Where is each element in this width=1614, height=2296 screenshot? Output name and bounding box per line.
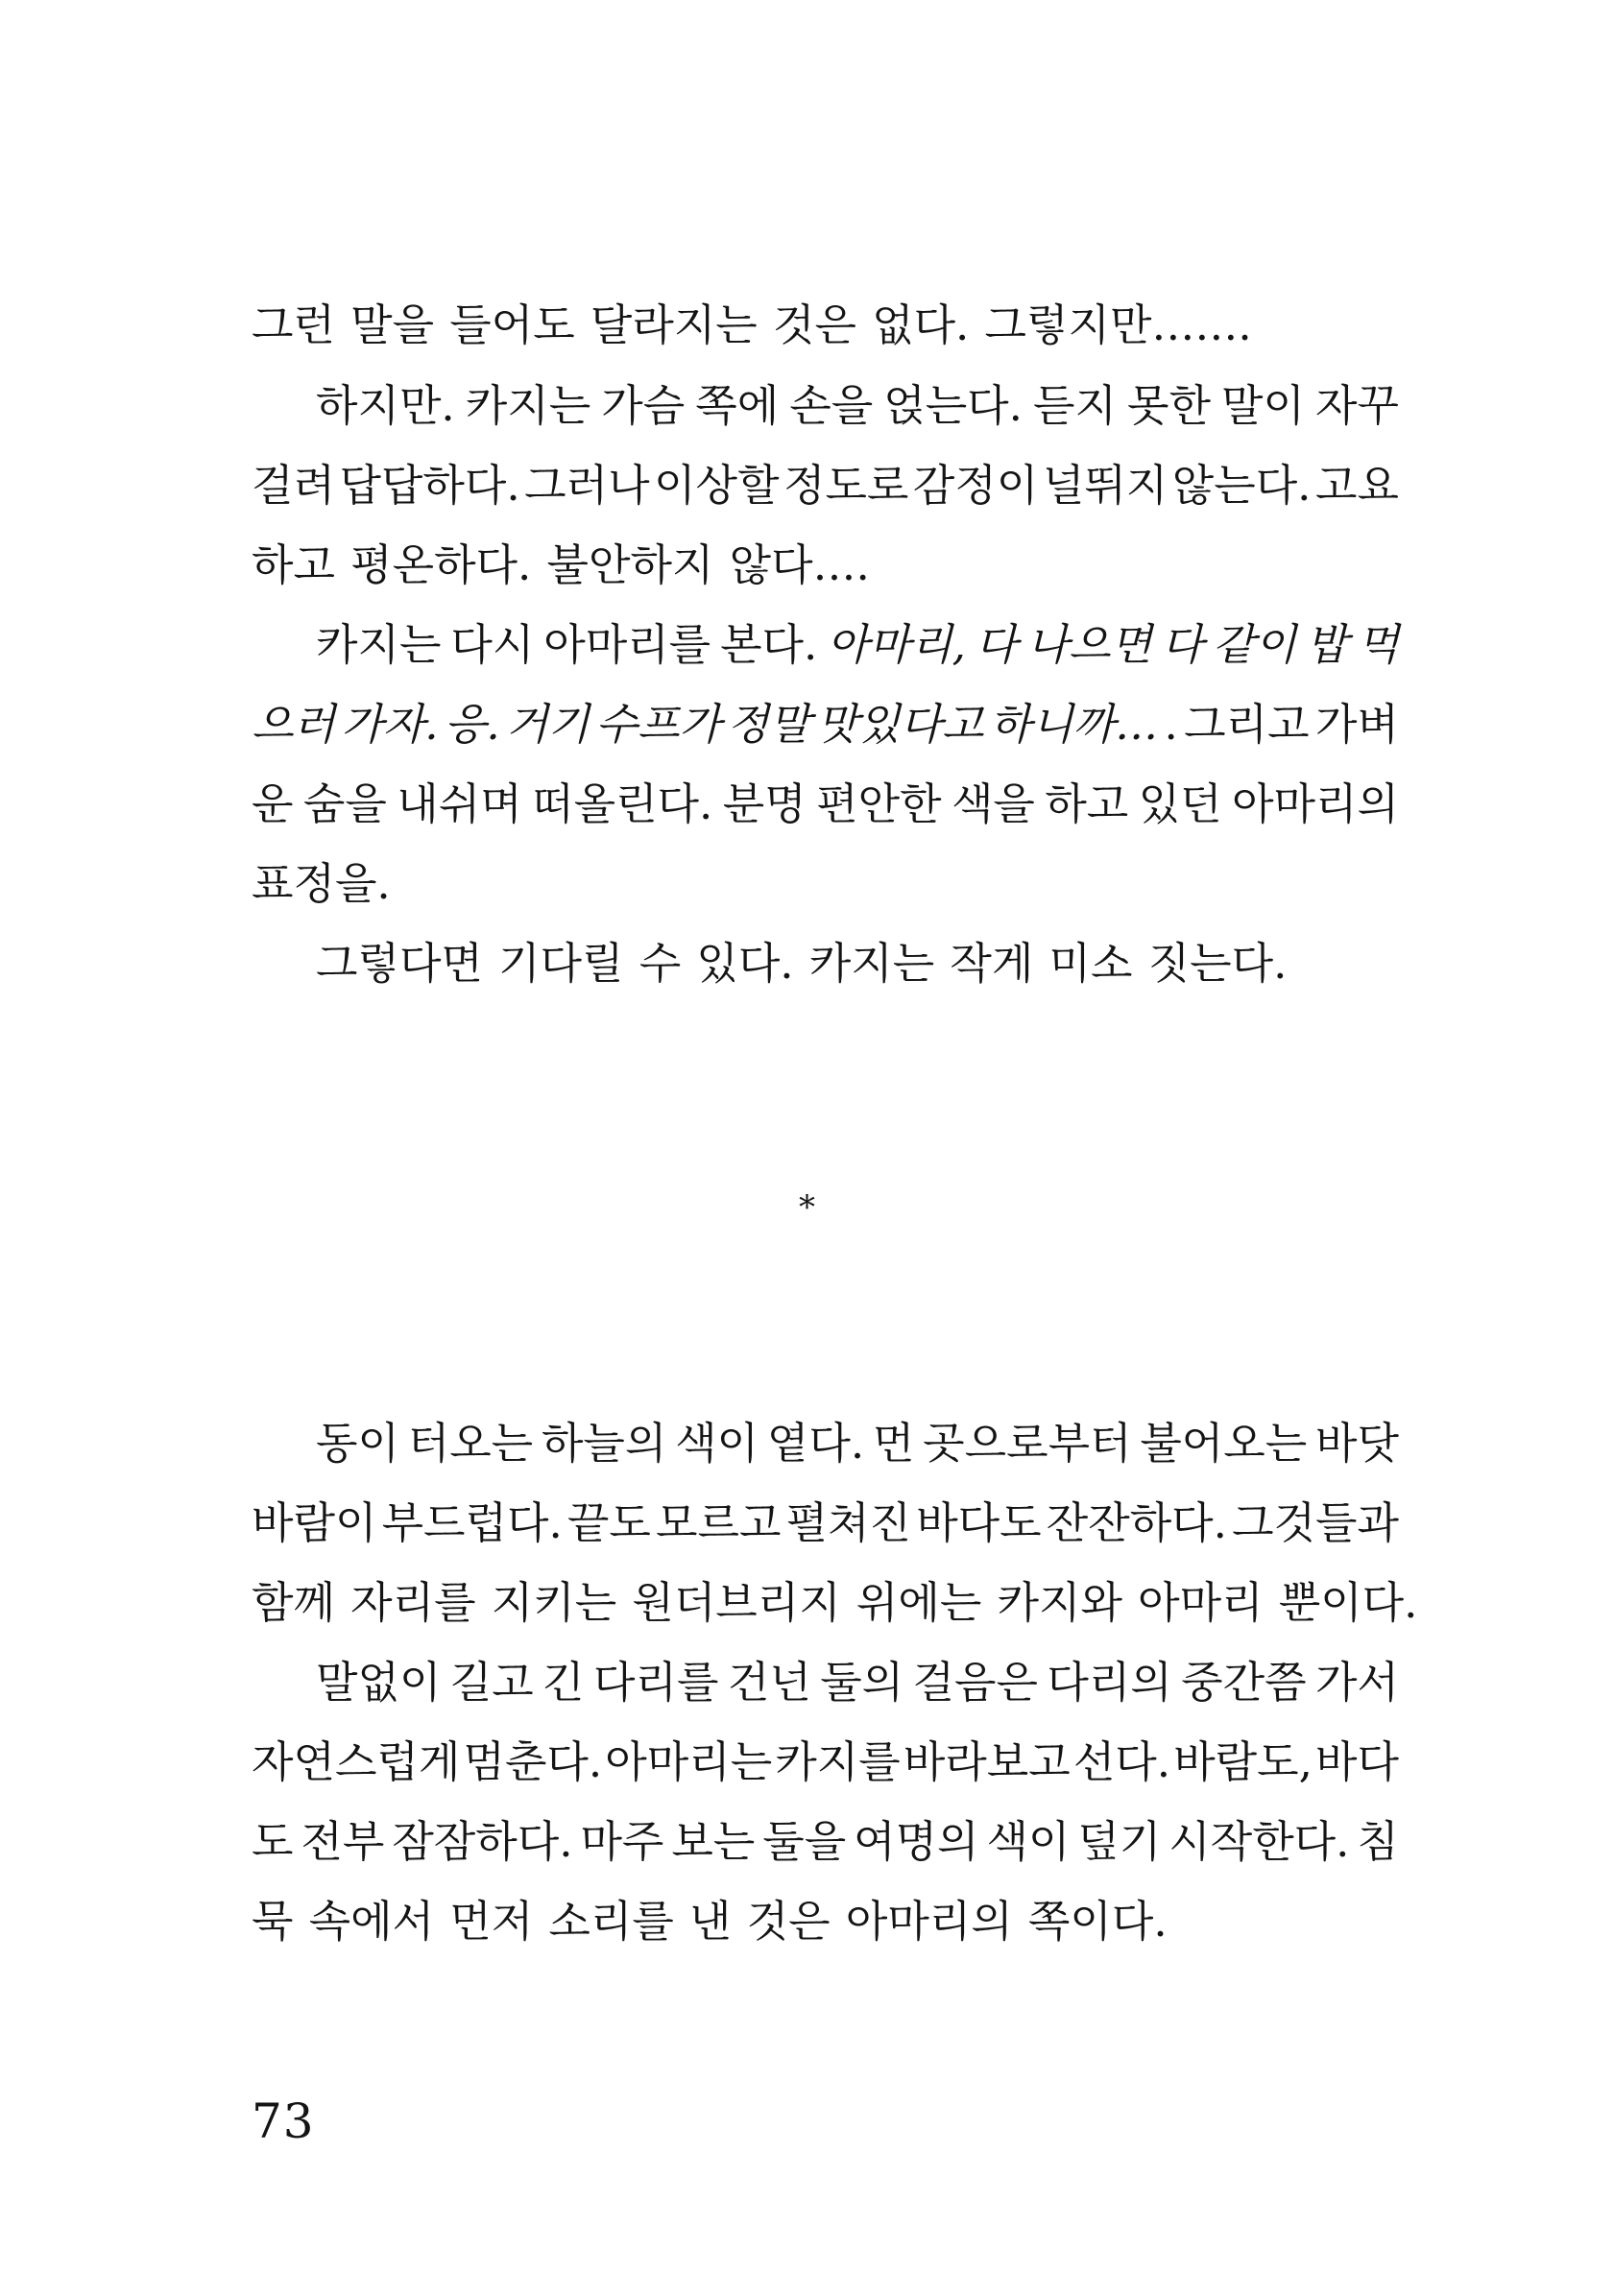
word: 묵 xyxy=(252,1896,294,1947)
italic-word: 밥 xyxy=(1306,619,1348,670)
word: 펼쳐진 xyxy=(785,1497,912,1548)
word: 중간쯤 xyxy=(1181,1657,1307,1708)
word: 하지만. xyxy=(316,380,455,431)
word: 말을 xyxy=(350,299,435,350)
italic-word: 수프가 xyxy=(595,699,721,750)
word: 건넌 xyxy=(727,1657,811,1708)
word: 카지를 xyxy=(775,1736,901,1787)
word: 함께 xyxy=(252,1577,335,1628)
word: 카지와 xyxy=(997,1577,1122,1628)
word: 색이 xyxy=(675,1418,759,1469)
word: 얹는다. xyxy=(883,380,1023,431)
word: 자연스럽게 xyxy=(252,1736,461,1787)
word: 것은 xyxy=(746,1896,831,1947)
word: 여명의 xyxy=(854,1816,979,1867)
word: 널뛰지 xyxy=(1042,460,1168,511)
word: 둘의 xyxy=(820,1657,904,1708)
word: 길고 xyxy=(449,1657,534,1708)
word: 아마리 xyxy=(1138,1577,1264,1628)
word: 떠올린다. xyxy=(532,778,713,829)
word: 감정이 xyxy=(912,460,1039,511)
word: 있던 xyxy=(1138,778,1222,829)
word: 아마리를 xyxy=(543,619,711,670)
word: 바람도, xyxy=(1173,1736,1313,1787)
word: 옅다. xyxy=(766,1418,865,1469)
page-number: 73 xyxy=(252,2093,315,2149)
word: 불안하지 xyxy=(546,539,714,590)
word: 짓는다. xyxy=(1147,938,1288,989)
text-line xyxy=(252,855,1399,913)
word: 듣지 xyxy=(1033,380,1117,431)
word: 도 xyxy=(252,1816,294,1867)
text-line xyxy=(252,1734,1399,1791)
word: 들어도 xyxy=(449,299,575,350)
word: 있다. xyxy=(696,938,794,989)
text-line xyxy=(252,1495,1399,1552)
word: 부드럽다. xyxy=(381,1497,563,1548)
word: 가서 xyxy=(1314,1657,1399,1708)
text-line xyxy=(316,935,1399,993)
word: 속에서 xyxy=(308,1896,435,1947)
word: 다시 xyxy=(450,619,535,670)
word: 내쉬며 xyxy=(397,778,522,829)
word: 말이 xyxy=(1221,380,1305,431)
word: 바람이 xyxy=(252,1497,377,1548)
word: 아마리의 xyxy=(1232,778,1399,829)
word: 위에는 xyxy=(855,1577,982,1628)
word: 카지는 xyxy=(465,380,591,431)
word: 마주 xyxy=(580,1816,664,1867)
word: 불어오는 xyxy=(1140,1418,1308,1469)
word: 모르고 xyxy=(656,1497,782,1548)
word: 편안한 xyxy=(816,778,942,829)
italic-word: 거기 xyxy=(506,699,590,750)
word: 긴 xyxy=(542,1657,585,1708)
word: 다리의 xyxy=(1047,1657,1172,1708)
word: 동이 xyxy=(316,1418,399,1469)
word: 침 xyxy=(1357,1816,1399,1867)
word: 색을 xyxy=(951,778,1035,829)
italic-word: 응. xyxy=(444,699,500,750)
word: 않다…. xyxy=(729,539,870,590)
word: 그렇지만……. xyxy=(984,299,1252,350)
word: 뿐이다. xyxy=(1278,1577,1418,1628)
word: 먼 xyxy=(872,1418,915,1469)
word: 손을 xyxy=(789,380,874,431)
text-line xyxy=(252,457,1399,514)
italic-word: 같이 xyxy=(1213,619,1297,670)
text-line xyxy=(252,297,1399,354)
word: 원더브리지 xyxy=(632,1577,841,1628)
text-line xyxy=(252,1574,1418,1632)
text-line xyxy=(252,696,1399,753)
word: 이상할 xyxy=(654,460,780,511)
word: 바다도 xyxy=(916,1497,1042,1548)
text-line xyxy=(316,1415,1399,1472)
word: 낸 xyxy=(689,1896,732,1947)
text-line xyxy=(316,377,1399,435)
word: 걸려 xyxy=(252,460,335,511)
word: 것은 xyxy=(772,299,856,350)
word: 본다. xyxy=(720,619,818,670)
italic-word: 맛있다고 xyxy=(816,699,984,750)
word: 평온하다. xyxy=(350,539,532,590)
word: 운 xyxy=(252,778,294,829)
word: 쪽이다. xyxy=(1027,1896,1168,1947)
section-separator: * xyxy=(799,1188,815,1227)
italic-word: 다 xyxy=(975,619,1018,670)
italic-word: 나으면 xyxy=(1026,619,1152,670)
word: 끝도 xyxy=(566,1497,651,1548)
word: 못한 xyxy=(1127,380,1211,431)
word: 아마리는 xyxy=(605,1736,773,1787)
word: 그러나 xyxy=(524,460,650,511)
word: 바닷 xyxy=(1314,1418,1399,1469)
italic-word: 으러 xyxy=(252,699,335,750)
word: 자리를 xyxy=(350,1577,476,1628)
word: 숨을 xyxy=(302,778,387,829)
word: 덮기 xyxy=(1077,1816,1162,1867)
word: 그리고 xyxy=(1184,699,1310,750)
word: 곳으로부터 xyxy=(923,1418,1132,1469)
word: 선다. xyxy=(1072,1736,1171,1787)
word: 멈춘다. xyxy=(463,1736,603,1787)
word: 않는다. xyxy=(1171,460,1312,511)
italic-word: 정말 xyxy=(727,699,811,750)
word: 답답하다. xyxy=(339,460,520,511)
word: 그런 xyxy=(252,299,335,350)
text-line xyxy=(316,616,1399,674)
word: 가슴 xyxy=(601,380,686,431)
italic-word: 먹 xyxy=(1357,619,1399,670)
word: 보는 xyxy=(671,1816,756,1867)
text-line xyxy=(252,776,1399,833)
word: 기다릴 xyxy=(498,938,624,989)
word: 바라보고 xyxy=(903,1736,1071,1787)
word: 자꾸 xyxy=(1315,380,1399,431)
word: 미소 xyxy=(1048,938,1133,989)
text-line xyxy=(252,537,1399,594)
word: 가벼 xyxy=(1314,699,1399,750)
word: 작게 xyxy=(950,938,1034,989)
word: 하고 xyxy=(1045,778,1129,829)
word: 카지는 xyxy=(808,938,935,989)
word: 달라지는 xyxy=(590,299,758,350)
word: 쪽에 xyxy=(695,380,780,431)
word: 다리를 xyxy=(593,1657,719,1708)
word: 걸음은 xyxy=(912,1657,1038,1708)
word: 분명 xyxy=(722,778,807,829)
word: 소리를 xyxy=(548,1896,674,1947)
word: 시작한다. xyxy=(1168,1816,1350,1867)
word: 표정을. xyxy=(252,858,391,909)
word: 말없이 xyxy=(316,1657,442,1708)
word: 고요 xyxy=(1314,460,1399,511)
word: 색이 xyxy=(986,1816,1071,1867)
word: 그것들과 xyxy=(1232,1497,1399,1548)
italic-word: 가자. xyxy=(341,699,439,750)
word: . xyxy=(1164,699,1178,750)
word: 카지는 xyxy=(316,619,442,670)
text-line xyxy=(252,1893,1399,1950)
word: 하고 xyxy=(252,539,335,590)
text-line xyxy=(252,1813,1399,1871)
word: 잔잔하다. xyxy=(1046,1497,1227,1548)
word: 바다 xyxy=(1315,1736,1399,1787)
word: 전부 xyxy=(301,1816,385,1867)
word: 하늘의 xyxy=(541,1418,667,1469)
word: 둘을 xyxy=(762,1816,847,1867)
italic-word: 하니까… xyxy=(989,699,1159,750)
italic-word: 아마리, xyxy=(827,619,966,670)
word: 먼저 xyxy=(449,1896,534,1947)
text-line xyxy=(316,1654,1399,1711)
word: 잠잠하다. xyxy=(392,1816,573,1867)
word: 아마리의 xyxy=(845,1896,1013,1947)
word: 터오는 xyxy=(407,1418,534,1469)
italic-word: 다 xyxy=(1161,619,1204,670)
word: 지키는 xyxy=(491,1577,617,1628)
word: 그렇다면 xyxy=(316,938,483,989)
word: 없다. xyxy=(872,299,970,350)
word: 정도로 xyxy=(783,460,909,511)
word: 수 xyxy=(638,938,682,989)
